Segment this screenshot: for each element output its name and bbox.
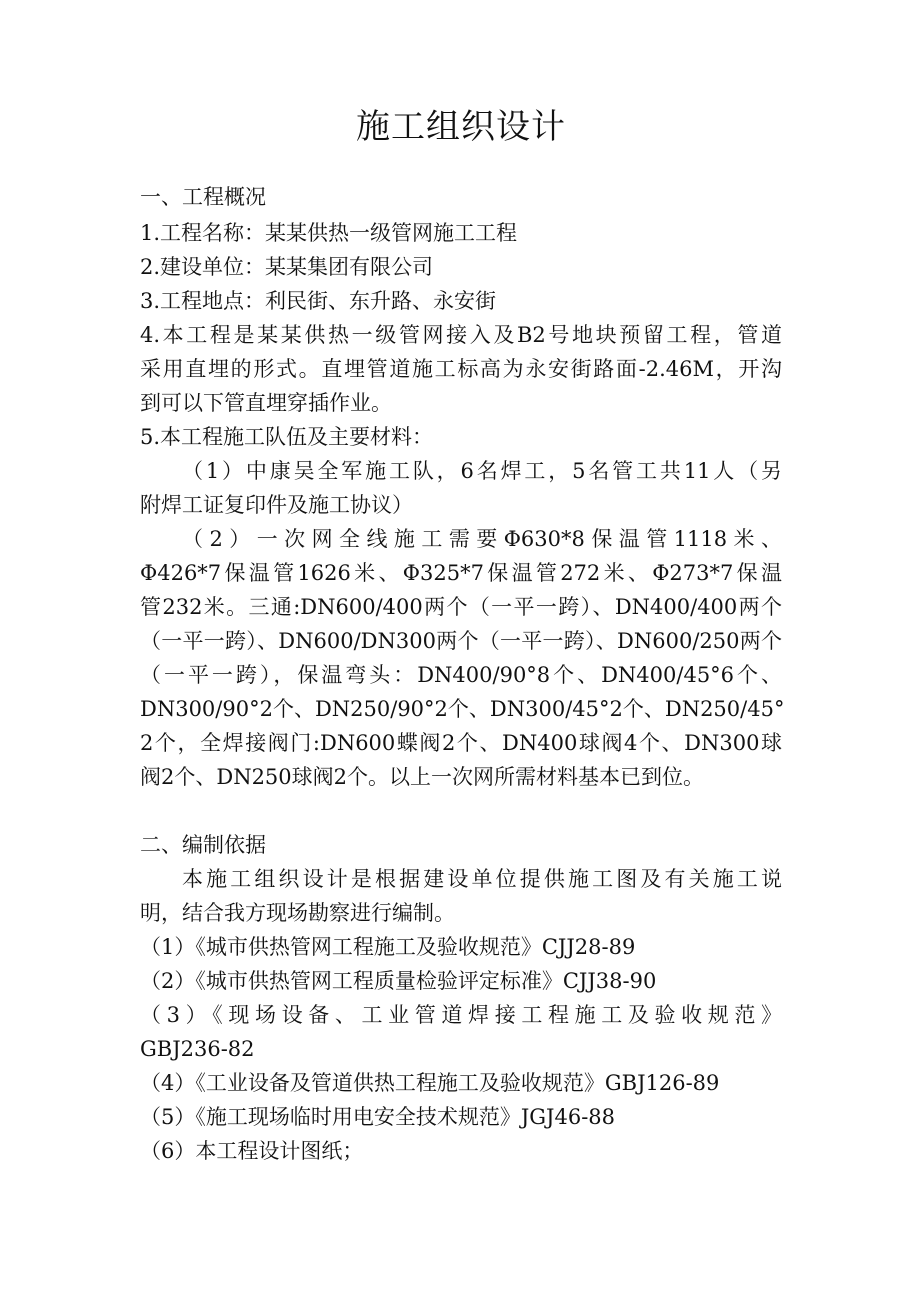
document-title: 施工组织设计 <box>356 107 566 147</box>
project-name-line: 1.工程名称：某某供热一级管网施工工程 <box>140 221 518 245</box>
materials-line-2: Φ426*7保温管1626米、Φ325*7保温管272米、Φ273*7保温 <box>140 561 782 585</box>
section-heading-basis: 二、编制依据 <box>140 833 266 857</box>
materials-line-7: 2个，全焊接阀门:DN600蝶阀2个、DN400球阀4个、DN300球 <box>140 731 782 755</box>
scope-line-1: 4.本工程是某某供热一级管网接入及B2号地块预留工程，管道 <box>140 323 782 347</box>
reference-item: （2）《城市供热管网工程质量检验评定标准》CJJ38-90 <box>140 969 657 993</box>
team-materials-line: 5.本工程施工队伍及主要材料： <box>140 425 434 449</box>
reference-item-continued: GBJ236-82 <box>140 1037 255 1061</box>
materials-line-1: （2）一次网全线施工需要Φ630*8保温管1118米、 <box>182 527 782 551</box>
reference-item: （1）《城市供热管网工程施工及验收规范》CJJ28-89 <box>140 935 636 959</box>
scope-line-2: 采用直埋的形式。直埋管道施工标高为永安街路面-2.46M，开沟 <box>140 357 782 381</box>
basis-intro-line-2: 明，结合我方现场勘察进行编制。 <box>140 901 455 925</box>
location-line: 3.工程地点：利民街、东升路、永安街 <box>140 289 497 313</box>
materials-line-6: DN300/90°2个、DN250/90°2个、DN300/45°2个、DN250/45° <box>140 697 785 721</box>
reference-item: （5）《施工现场临时用电安全技术规范》JGJ46-88 <box>140 1105 616 1129</box>
materials-line-3: 管232米。三通:DN600/400两个（一平一跨）、DN400/400两个 <box>140 595 782 619</box>
materials-line-4: （一平一跨）、DN600/DN300两个（一平一跨）、DN600/250两个 <box>140 629 782 653</box>
scope-line-3: 到可以下管直埋穿插作业。 <box>140 391 392 415</box>
reference-item: （3）《现场设备、工业管道焊接工程施工及验收规范》 <box>140 1003 782 1027</box>
section-heading-overview: 一、工程概况 <box>140 185 266 209</box>
basis-intro-line-1: 本施工组织设计是根据建设单位提供施工图及有关施工说 <box>182 867 782 891</box>
reference-item: （4）《工业设备及管道供热工程施工及验收规范》GBJ126-89 <box>140 1071 720 1095</box>
client-line: 2.建设单位：某某集团有限公司 <box>140 255 434 279</box>
reference-item: （6）本工程设计图纸； <box>140 1139 364 1163</box>
materials-line-5: （一平一跨），保温弯头：DN400/90°8个、DN400/45°6个、 <box>140 663 782 687</box>
team-line-1: （1）中康吴全军施工队，6名焊工，5名管工共11人（另 <box>182 459 782 483</box>
team-line-2: 附焊工证复印件及施工协议） <box>140 493 413 517</box>
materials-line-8: 阀2个、DN250球阀2个。以上一次网所需材料基本已到位。 <box>140 765 705 789</box>
